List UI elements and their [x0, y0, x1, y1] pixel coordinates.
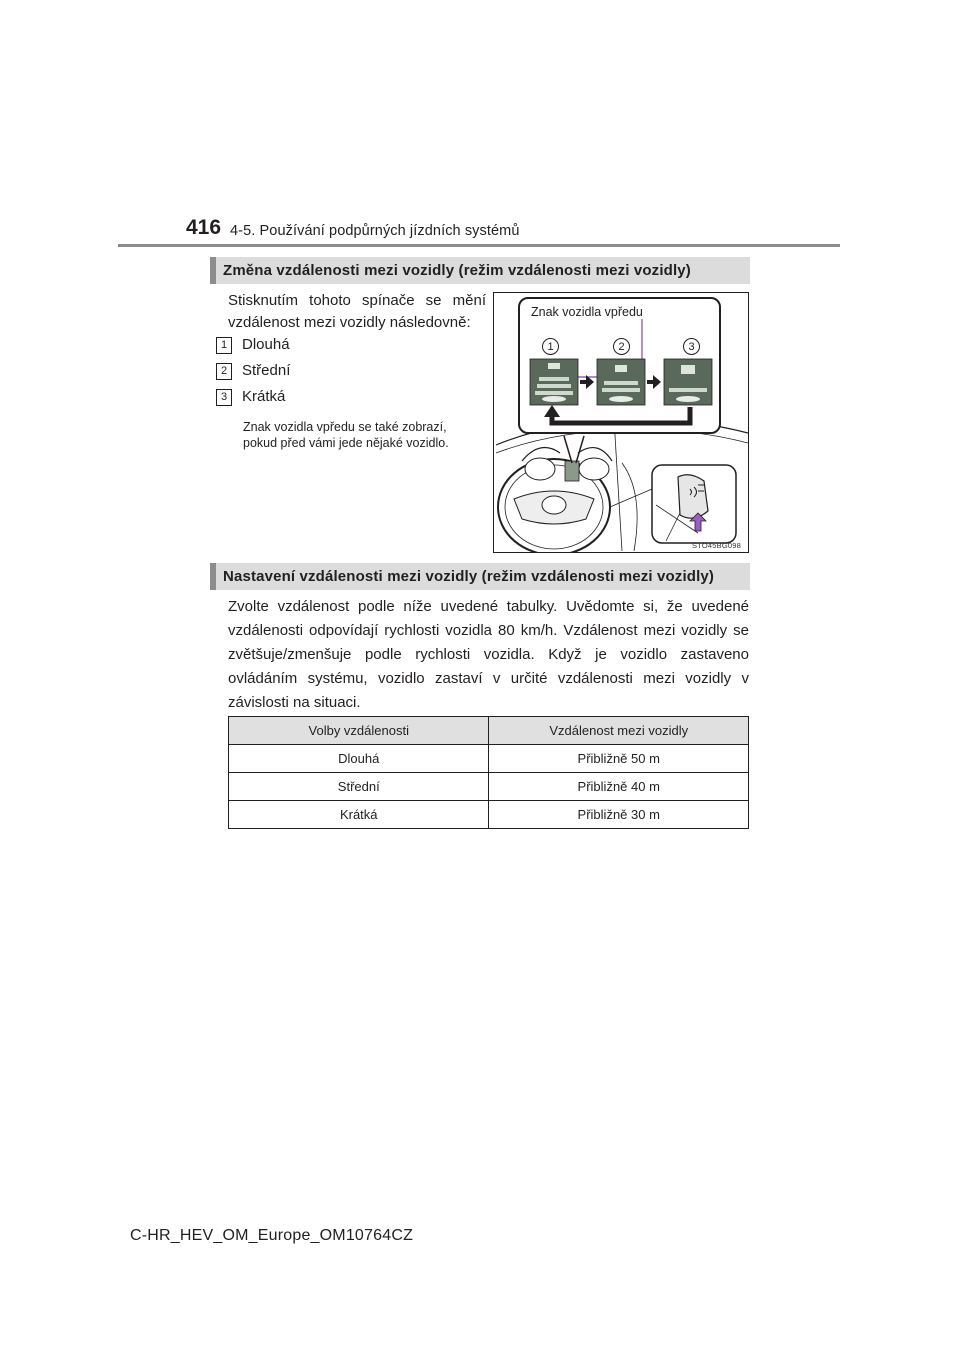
- column-header-vehicle-distance: Vzdálenost mezi vozidly: [489, 717, 749, 745]
- option-label-short: Krátká: [242, 388, 286, 405]
- table-row: [229, 745, 749, 773]
- option-number-1: 1: [216, 337, 232, 354]
- table-cell: Přibližně 30 m: [489, 801, 749, 829]
- figure-code: STO45BG098: [692, 541, 741, 550]
- distance-table: [228, 716, 749, 829]
- page-number: 416: [186, 216, 222, 239]
- option-number-2: 2: [216, 363, 232, 380]
- note-line-2: pokud před vámi jede nějaké vozidlo.: [243, 436, 449, 450]
- table-row: [229, 773, 749, 801]
- document-code: C-HR_HEV_OM_Europe_OM10764CZ: [130, 1227, 414, 1244]
- return-arrow-icon: [544, 405, 560, 417]
- table-cell: Krátká: [229, 801, 489, 829]
- option-label-long: Dlouhá: [242, 336, 290, 353]
- display-long-distance: [530, 359, 578, 405]
- intro-line-2: vzdálenost mezi vozidly následovně:: [228, 314, 471, 331]
- table-header-row: [229, 717, 749, 745]
- figure-step-2: 2: [613, 338, 630, 355]
- table-row: [229, 801, 749, 829]
- body-paragraph: Zvolte vzdálenost podle níže uvedené tabulky. Uvědomte si, že uvedené vzdálenosti odpovídají rychlosti vozidla 80 km/h. Vzdálenost mezi vozidly se zvětšuje/zmenšuje podle rychlosti vozidla. Když je vozidlo zastaveno ovládáním systému, vozidlo zastaví v určité vzdálenosti mezi vozidly v závislosti na situaci.: [228, 598, 749, 711]
- table-cell: Přibližně 40 m: [489, 773, 749, 801]
- option-number-3: 3: [216, 389, 232, 406]
- table-cell: Střední: [229, 773, 489, 801]
- figure-step-1: 1: [542, 338, 559, 355]
- table-cell: Dlouhá: [229, 745, 489, 773]
- table-cell: Přibližně 50 m: [489, 745, 749, 773]
- display-short-distance: [664, 359, 712, 405]
- intro-text: [228, 290, 486, 334]
- figure-step-3: 3: [683, 338, 700, 355]
- note-text: [243, 419, 486, 451]
- chapter-title: 4-5. Používání podpůrných jízdních systémů: [230, 223, 520, 239]
- arrow-right-icon: [647, 375, 661, 389]
- section-heading-change-distance: Změna vzdálenosti mezi vozidly (režim vzdálenosti mezi vozidly): [210, 257, 750, 284]
- note-line-1: Znak vozidla vpředu se také zobrazí,: [243, 420, 447, 434]
- section-heading-set-distance: Nastavení vzdálenosti mezi vozidly (režim vzdálenosti mezi vozidly): [210, 563, 750, 590]
- option-label-medium: Střední: [242, 362, 291, 379]
- figure-callout-label: Znak vozidla vpředu: [531, 305, 643, 319]
- intro-line-1: Stisknutím tohoto spínače se mění: [228, 292, 486, 309]
- display-medium-distance: [597, 359, 645, 405]
- header-divider: [118, 244, 840, 247]
- column-header-distance-option: Volby vzdálenosti: [229, 717, 489, 745]
